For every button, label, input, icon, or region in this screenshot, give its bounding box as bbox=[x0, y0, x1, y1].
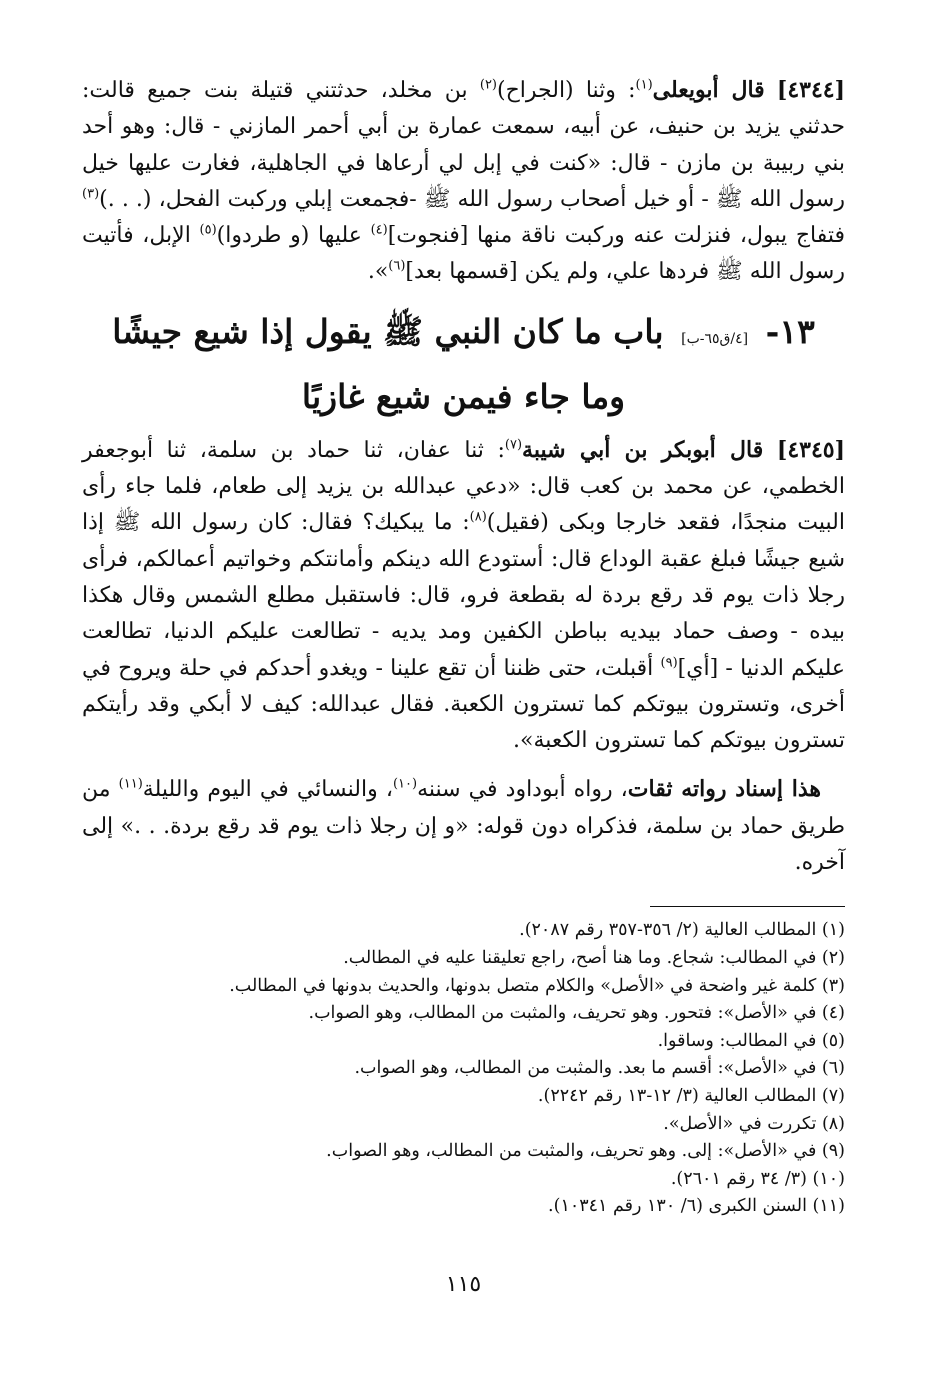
commentary-text: ، رواه أبوداود في سننه bbox=[417, 777, 628, 803]
commentary-text: من طريق حماد بن سلمة، فذكراه دون قوله: «و إن رجلا ذات يوم قد رقع بردة. . .» إلى آخره. bbox=[82, 777, 845, 876]
footnote: (٤) في «الأصل»: فتحور. وهو تحريف، والمثبت من المطالب، وهو الصواب. bbox=[308, 1003, 845, 1024]
footnote: (٨) تكررت في «الأصل». bbox=[663, 1113, 845, 1134]
footnote: (١١) السنن الكبرى (٦/ ١٣٠ رقم ١٠٣٤١). bbox=[548, 1196, 845, 1217]
footnote: (٩) في «الأصل»: إلى. وهو تحريف، والمثبت من المطالب، وهو الصواب. bbox=[326, 1141, 845, 1162]
footnote-ref: (٩) bbox=[660, 655, 678, 671]
hadith-4344 bbox=[82, 72, 845, 291]
chapter-title: باب ما كان النبي ﷺ يقول إذا شيع جيشًا bbox=[112, 311, 664, 351]
commentary-text: ، والنسائي في اليوم والليلة bbox=[142, 777, 393, 803]
page-number: ١١٥ bbox=[445, 1272, 482, 1297]
chapter-heading bbox=[82, 303, 845, 426]
hadith-number: [٤٣٤٤] bbox=[776, 77, 846, 103]
hadith-text: : ما يبكيك؟ فقال: كان رسول الله ﷺ إذا شيع جيشًا فبلغ عقبة الوداع قال: أستودع الله دينكم وأمانتكم وخواتيم أعمالكم، فرأى رجلا ذات يوم قد رقع بردة له بقطعة فرو، قال: فاستقبل مطلع الشمس وقال هكذا بيده - وصف حماد بيديه بباطن الكفين ومد يديه - تطالعت عليكم الدنيا، تطالعت عليكم الدنيا - [أي] bbox=[82, 510, 845, 681]
footnote-ref: (٥) bbox=[199, 222, 217, 238]
chapter-title-line-2: وما جاء فيمن شيع غازيًا bbox=[301, 376, 626, 416]
hadith-text: عليها (و طردوا) bbox=[216, 223, 371, 249]
hadith-text: : ثنا عفان، ثنا حماد بن سلمة، ثنا أبوجعفر الخطمي، عن محمد بن كعب قال: «دعي عبدالله بن يزيد إلى طعام، فلما جاء رأى البيت منجدًا، فقعد خارجا وبكى (فقيل) bbox=[82, 437, 845, 536]
footnote-divider bbox=[650, 906, 845, 907]
hadith-text: الإبل، فأتيت رسول الله ﷺ فردها علي، ولم يكن [قسمها بعد] bbox=[82, 223, 845, 285]
narrator: قال أبوبكر بن أبي شيبة bbox=[522, 436, 764, 463]
footnote-ref: (٨) bbox=[469, 510, 487, 526]
hadith-text: أقبلت، حتى ظننا أن تقع علينا - ويغدو أحدكم في حلة ويروح في أخرى، وتسترون بيوتكم كما تسترون الكعبة. فقال عبدالله: كيف لا أبكي وقد رأيتكم تسترون بيوتكم كما تسترون الكعبة». bbox=[82, 655, 845, 754]
footnote: (٦) في «الأصل»: أقسم ما بعد. والمثبت من المطالب، وهو الصواب. bbox=[354, 1058, 845, 1079]
narrator: قال أبويعلى bbox=[652, 77, 765, 103]
manuscript-ref: [٤/ق٦٥-ب] bbox=[681, 330, 749, 347]
commentary bbox=[82, 771, 845, 881]
hadith-number: [٤٣٤٥] bbox=[776, 436, 845, 463]
footnote-ref: (٧) bbox=[504, 437, 523, 453]
chapter-number: ١٣- bbox=[765, 311, 815, 351]
footnote: (٧) المطالب العالية (٣/ ١٢-١٣ رقم ٢٢٤٢). bbox=[537, 1085, 845, 1106]
footnote-ref: (٤) bbox=[370, 222, 388, 238]
footnote-ref: (٢) bbox=[479, 77, 497, 93]
footnote: (١٠) (٣/ ٣٤ رقم ٢٦٠١). bbox=[670, 1168, 845, 1189]
chapter-title-line-1 bbox=[82, 303, 845, 368]
footnote: (٣) كلمة غير واضحة في «الأصل» والكلام متصل بدونها، والحديث بدونها في المطالب. bbox=[229, 975, 845, 996]
footnote-ref: (٦) bbox=[388, 259, 406, 275]
footnote-ref: (١٠) bbox=[392, 777, 418, 793]
hadith-text: : وثنا (الجراح) bbox=[497, 78, 636, 103]
footnote-ref: (١١) bbox=[118, 777, 143, 793]
footnote: (٢) في المطالب: شجاع. وما هنا أصح، راجع تعليقنا عليه في المطالب. bbox=[343, 947, 845, 968]
hadith-text: بن مخلد، حدثتني قتيلة بنت جميع قالت: حدثني يزيد بن حنيف، عن أبيه، سمعت عمارة بن أبي أحمر المازني - قال: وهو أحد بني ربيبة بن مازن - قال: «كنت في إبل لي أرعاها في الجاهلية، فغارت عليها خيل رسول الله ﷺ - أو خيل أصحاب رسول الله ﷺ -فجمعت إبلي وركبت الفحل، (. . .) bbox=[82, 78, 845, 212]
footnote-ref: (٣) bbox=[82, 186, 100, 202]
footnotes bbox=[82, 917, 845, 1221]
commentary-verdict: هذا إسناد رواته ثقات bbox=[627, 776, 822, 803]
footnote-ref: (١) bbox=[635, 77, 653, 93]
hadith-text: فتفاج يبول، فنزلت عنه وركبت ناقة منها [فنجوت] bbox=[387, 223, 846, 249]
footnote: (٥) في المطالب: وساقوا. bbox=[657, 1030, 845, 1051]
footnote: (١) المطالب العالية (٢/ ٣٥٦-٣٥٧ رقم ٢٠٨٧). bbox=[519, 920, 845, 941]
hadith-text: ». bbox=[367, 259, 389, 285]
hadith-4345 bbox=[82, 432, 845, 760]
